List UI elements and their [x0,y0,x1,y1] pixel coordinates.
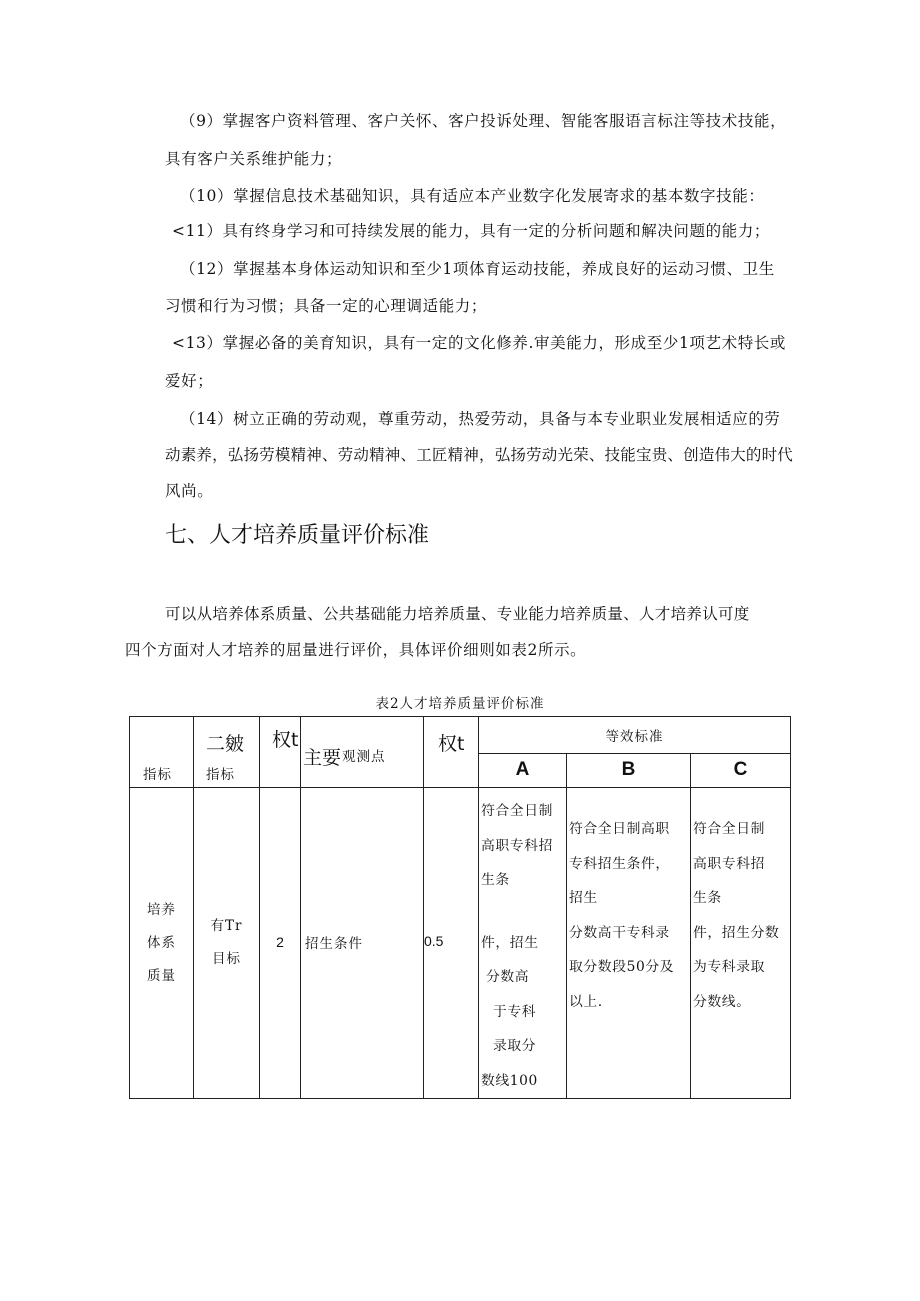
intro-line2: 四个方面对人才培养的屈量进行评价，具体评价细则如表2所示。 [125,641,587,659]
grade-b-line: 招生 [569,890,598,906]
grade-a-line: 生条 [481,872,510,888]
header-weight-1: 权t [260,717,301,788]
para-13-line1: <13）掌握必备的美育知识，具有一定的文化修养.审美能力，形成至少1项艺术特长或 [172,334,787,352]
grade-c-line: 件，招生分数 [693,924,780,941]
grade-b-line: 分数高干专科录 [569,924,670,941]
header-indicator: 指标 [130,717,194,788]
header-grade-b: B [567,753,691,788]
grade-b-line: 取分数段50分及 [569,959,675,975]
intro-line1: 可以从培养体系质量、公共基础能力培养质量、专业能力培养质量、人才培养认可度 [165,605,750,623]
para-10: （10）掌握信息技术基础知识，具有适应本产业数字化发展寄求的基本数字技能： [180,187,765,205]
grade-b-line: 专科招生条件， [569,855,670,872]
cell-grade-c [691,788,791,1099]
evaluation-table [129,716,791,1099]
grade-a-line: 符合全日制 [481,803,553,819]
para-12-line1: （12）掌握基本身体运动知识和至少1项体育运动技能，养成良好的运动习惯、卫生 [180,260,775,278]
para-9-line2: 具有客户关系维护能力； [165,150,343,168]
grade-a-line: 数线100 [481,1072,538,1089]
grade-a-line: 件，招生 [481,934,539,951]
grade-c-line: 为专科录取 [693,959,765,975]
table-caption: 表2人才培养质量评价标准 [375,696,545,712]
grade-b-line: 符合全日制高职 [569,821,670,837]
grade-c-line: 生条 [693,890,722,906]
grade-c-line: 分数线。 [693,993,751,1010]
header-observation-point: 主要 观测点 [301,717,424,788]
grade-b-line: 以上. [569,993,603,1010]
cell-weight-2: 0.5 [424,788,479,1099]
cell-weight-1: 2 [260,788,301,1099]
cell-secondary-line: 目标 [212,951,241,967]
header-grade-group: 等效标准 [479,717,791,754]
cell-indicator-line: 体系 [147,934,176,951]
cell-grade-b [567,788,691,1099]
grade-c-line [693,794,790,812]
grade-a-line: 于专科 [493,1003,537,1020]
grade-c-line: 高职专科招 [693,855,765,872]
grade-b-line [569,794,690,812]
grade-a-line [481,898,566,926]
header-grade-c: C [691,753,791,788]
header-secondary-indicator: 二皴 指标 [194,717,260,788]
para-14-line3: 风尚。 [165,482,214,500]
grade-c-line: 符合全日制 [693,821,765,837]
grade-a-line: 高职专科招 [481,837,553,854]
cell-indicator-line: 培养 [147,901,176,918]
para-11: <11）具有终身学习和可持续发展的能力，具有一定的分析问题和解决问题的能力； [172,222,771,240]
header-weight-2: 权t [424,717,479,788]
cell-grade-a [479,788,567,1099]
cell-secondary-indicator [194,788,260,1099]
cell-indicator [130,788,194,1099]
para-14-line2: 动素养，弘扬劳模精神、劳动精神、工匠精神，弘扬劳动光荣、技能宝贵、创造伟大的时代 [165,446,794,464]
cell-secondary-line: 有Tr [210,918,243,934]
header-grade-a: A [479,753,567,788]
grade-a-line: 分数高 [486,969,530,985]
para-13-line2: 爱好； [165,372,214,390]
cell-indicator-line: 质量 [147,967,176,984]
section-heading: 七、人才培养质量评价标准 [165,523,430,548]
cell-observation-point: 招生条件 [301,788,424,1099]
para-14-line1: （14）树立正确的劳动观，尊重劳动，热爱劳动，具备与本专业职业发展相适应的劳 [180,410,781,428]
grade-a-line: 录取分 [493,1038,537,1054]
para-12-line2: 习惯和行为习惯；具备一定的心理调适能力； [165,297,488,315]
para-9-line1: （9）掌握客户资料管理、客户关怀、客户投诉处理、智能客服语言标注等技术技能， [180,112,787,130]
